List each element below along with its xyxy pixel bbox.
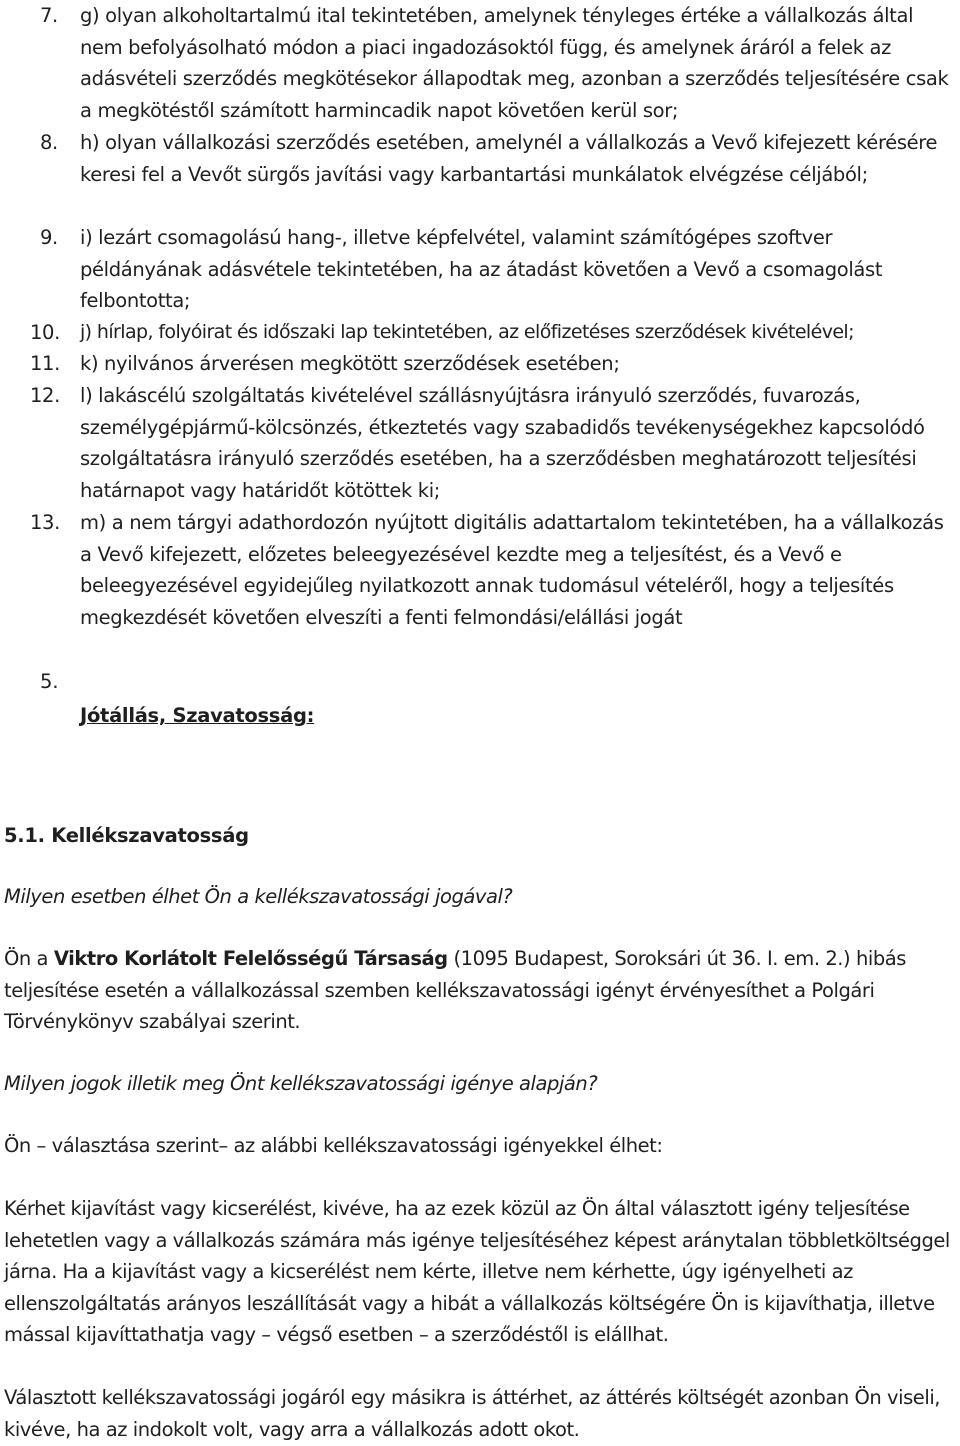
paragraph-3: Kérhet kijavítást vagy kicserélést, kivéve, ha az ezek közül az Ön által választott igény teljesítése lehetetlen vagy a vállalkozás számára más igénye teljesítéséhez képest aránytalan többletköltséggel járna. Ha a kijavítást vagy a kicserélést nem kérte, illetve nem kérhette, úgy igényelheti az ellenszolgáltatás arányos leszállítását vagy a hibát a vállalkozás költségére Ön is kijavíthatja, illetve mással kijavíttathatja vagy – végső esetben – a szerződéstől is elállhat. — [4, 1197, 950, 1347]
section-title: Jótállás, Szavatosság: — [80, 704, 315, 727]
paragraph-4: Választott kellékszavatossági jogáról egy másikra is áttérhet, az áttérés költségét azonban Ön viseli, kivéve, ha az indokolt volt, vagy arra a vállalkozás adott okot. — [4, 1386, 941, 1441]
list-item-text: l) lakáscélú szolgáltatás kivételével szállásnyújtásra irányuló szerződés, fuvarozás, személygépjármű-kölcsönzés, étkeztetés vagy szabadidős tevékenységekhez kapcsolódó szolgáltatásra irányuló szerződés esetében, ha a szerződésben meghatározott teljesítési határnapot vagy határidőt kötöttek ki; — [80, 384, 925, 502]
paragraph-2: Ön – választása szerint– az alábbi kellékszavatossági igényekkel élhet: — [4, 1134, 663, 1157]
list-item-number: 12. — [30, 384, 60, 407]
list-item — [0, 380, 960, 506]
paragraph-1-rest: (1095 Budapest, Soroksári út 36. I. em. 2.) hibás teljesítése esetén a vállalkozással szemben kellékszavatossági igényt érvényesíthet a Polgári Törvénykönyv szabályai szerint. — [4, 947, 906, 1034]
list-item — [0, 348, 960, 380]
list-item-number: 13. — [30, 511, 60, 534]
company-name: Viktro Korlátolt Felelősségű Társaság — [53, 947, 448, 970]
paragraph-1-intro: Ön a — [4, 947, 54, 970]
list-item-text: m) a nem tárgyi adathordozón nyújtott digitális adattartalom tekintetében, ha a vállalkozás a Vevő kifejezett, előzetes beleegyezésével kezdte meg a teljesítést, és a Vevő e beleegyezésével egyidejűleg nyilatkozott annak tudomásul vételéről, hogy a teljesítés megkezdését követően elveszíti a fenti felmondási/elállási jogát — [80, 511, 944, 629]
question-1: Milyen esetben élhet Ön a kellékszavatossági jogával? — [4, 885, 513, 908]
list-item-number: 11. — [30, 352, 60, 375]
list-item — [0, 0, 960, 126]
list-item-text: k) nyilvános árverésen megkötött szerződések esetében; — [80, 352, 620, 375]
question-2: Milyen jogok illetik meg Önt kellékszavatossági igénye alapján? — [4, 1072, 598, 1095]
list-item — [0, 507, 960, 633]
list-item-text: j) hírlap, folyóirat és időszaki lap tekintetében, az előfizetéses szerződések kivételével; — [80, 321, 854, 343]
list-item-number: 8. — [40, 131, 58, 154]
paragraph-1 — [4, 943, 956, 1038]
list-item — [0, 317, 960, 349]
section-number: 5. — [40, 670, 59, 693]
list-item-text: h) olyan vállalkozási szerződés esetében, amelynél a vállalkozás a Vevő kifejezett kérésére keresi fel a Vevőt sürgős javítási vagy karbantartási munkálatok elvégzése céljából; — [80, 131, 938, 186]
list-item — [0, 222, 960, 317]
list-item-number: 10. — [30, 321, 60, 344]
subsection-title: 5.1. Kellékszavatosság — [4, 824, 249, 847]
list-item-text: g) olyan alkoholtartalmú ital tekintetében, amelynek tényleges értéke a vállalkozás által nem befolyásolható módon a piaci ingadozásoktól függ, és amelynek áráról a felek az adásvételi szerződés megkötésekor állapodtak meg, azonban a szerződés teljesítésére csak a megkötéstől számított harmincadik napot követően kerül sor; — [80, 4, 949, 122]
list-item-text: i) lezárt csomagolású hang-, illetve képfelvétel, valamint számítógépes szoftver példányának adásvétele tekintetében, ha az átadást követően a Vevő a csomagolást felbontotta; — [80, 226, 883, 313]
list-item — [0, 127, 960, 190]
list-item-number: 7. — [40, 4, 58, 27]
list-item-number: 9. — [40, 226, 58, 249]
